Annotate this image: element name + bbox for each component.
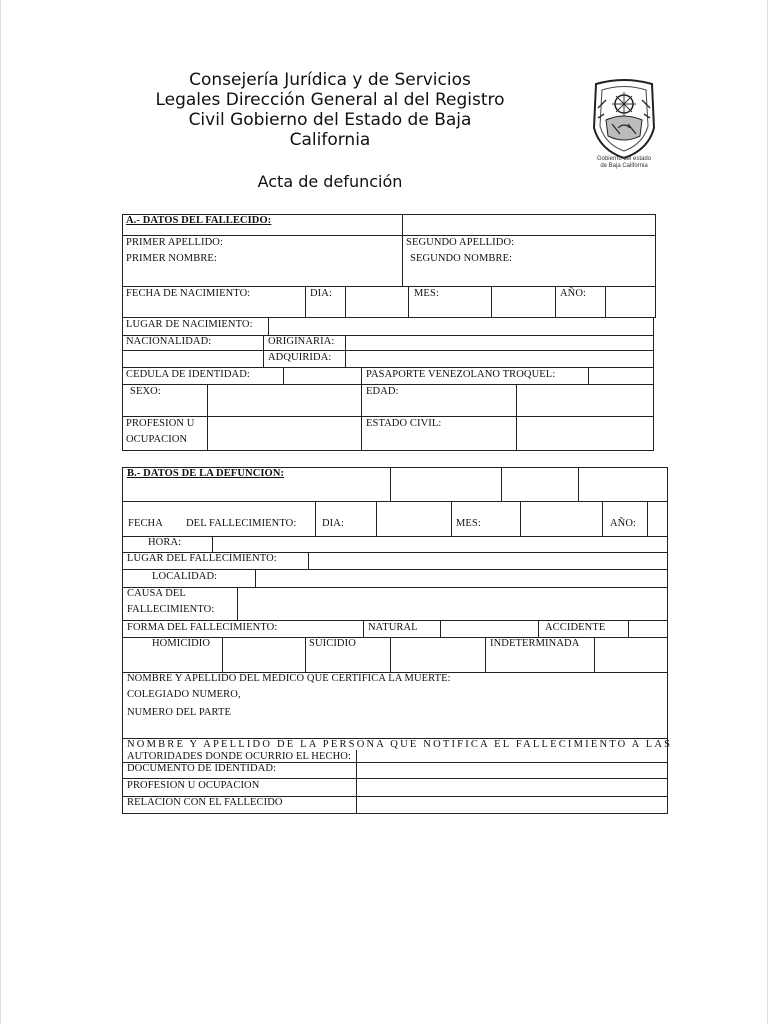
grid-line [363, 620, 364, 637]
estado-civil-label: ESTADO CIVIL: [366, 418, 442, 429]
grid-line [667, 467, 668, 813]
homicidio-label: HOMICIDIO [152, 638, 211, 649]
segundo-nombre-label: SEGUNDO NOMBRE: [410, 253, 513, 264]
notifica-label: NOMBRE Y APELLIDO DE LA PERSONA QUE NOTIFICA EL FALLECIMIENTO A LAS [127, 739, 673, 750]
section-a-title: A.- DATOS DEL FALLECIDO: [126, 215, 272, 226]
grid-line [283, 367, 284, 384]
grid-line [122, 587, 668, 588]
grid-line [402, 214, 403, 286]
edad-label: EDAD: [366, 386, 399, 397]
medico-label: NOMBRE Y APELLIDO DEL MEDICO QUE CERTIFICA LA MUERTE: [127, 673, 451, 684]
grid-line [345, 335, 346, 367]
accidente-label: ACCIDENTE [545, 622, 606, 633]
grid-line [263, 335, 264, 367]
title-line: Civil Gobierno del Estado de Baja [188, 110, 472, 130]
grid-line [491, 286, 492, 317]
grid-line [122, 569, 668, 570]
title-line: Consejería Jurídica y de Servicios [189, 70, 471, 90]
grid-line [602, 501, 603, 536]
cedula-label: CEDULA DE IDENTIDAD: [126, 369, 250, 380]
grid-line [451, 501, 452, 536]
documento-identidad-label: DOCUMENTO DE IDENTIDAD: [127, 763, 277, 774]
grid-line [485, 637, 486, 672]
grid-line [122, 286, 656, 287]
mes-label: MES: [456, 518, 481, 529]
grid-line [122, 501, 668, 502]
grid-line [122, 235, 656, 236]
grid-line [440, 620, 441, 637]
section-b-title: B.- DATOS DE LA DEFUNCION: [127, 468, 285, 479]
fecha-nacimiento-label: FECHA DE NACIMIENTO: [126, 288, 251, 299]
grid-line [628, 620, 629, 637]
originaria-label: ORIGINARIA: [268, 336, 335, 347]
primer-apellido-label: PRIMER APELLIDO: [126, 237, 223, 248]
grid-line [501, 467, 502, 501]
colegiado-label: COLEGIADO NUMERO, [127, 689, 241, 700]
seal-caption-line: de Baja California [600, 163, 648, 169]
grid-line [390, 467, 391, 501]
hora-label: HORA: [148, 537, 182, 548]
grid-line [122, 450, 654, 451]
grid-line [408, 286, 409, 317]
relacion-label: RELACION CON EL FALLECIDO [127, 797, 283, 808]
title-line: California [289, 130, 371, 150]
grid-line [356, 750, 357, 813]
fecha-label: FECHA [128, 518, 163, 529]
state-seal-icon [588, 78, 660, 160]
grid-line [555, 286, 556, 317]
causa-label: CAUSA DEL [127, 588, 186, 599]
anio-label: AÑO: [610, 518, 637, 529]
natural-label: NATURAL [368, 622, 418, 633]
title-line: Legales Dirección General al del Registro [155, 90, 505, 110]
grid-line [361, 367, 362, 450]
dia-label: DIA: [310, 288, 332, 299]
grid-line [376, 501, 377, 536]
localidad-label: LOCALIDAD: [152, 571, 218, 582]
issuing-authority-title [110, 70, 550, 150]
ocupacion-label: OCUPACION [126, 434, 188, 445]
mes-label: MES: [414, 288, 439, 299]
grid-line [122, 384, 654, 385]
grid-line [237, 587, 238, 620]
grid-line [122, 536, 668, 537]
grid-line [222, 637, 223, 672]
grid-line [653, 317, 654, 450]
seal-caption [588, 156, 660, 170]
suicidio-label: SUICIDIO [309, 638, 356, 649]
pasaporte-label: PASAPORTE VENEZOLANO TROQUEL: [366, 369, 556, 380]
seal-caption-line: Gobierno del estado [596, 156, 652, 162]
dia-label: DIA: [322, 518, 344, 529]
grid-line [122, 620, 668, 621]
grid-line [122, 350, 654, 351]
grid-line [538, 620, 539, 637]
grid-line [122, 467, 123, 813]
grid-line [268, 317, 269, 335]
lugar-nacimiento-label: LUGAR DE NACIMIENTO: [126, 319, 253, 330]
grid-line [308, 552, 309, 569]
indeterminada-label: INDETERMINADA [490, 638, 580, 649]
grid-line [122, 214, 123, 450]
grid-line [315, 501, 316, 536]
profesion-ocupacion-label: PROFESION U OCUPACION [127, 780, 260, 791]
grid-line [212, 536, 213, 552]
grid-line [578, 467, 579, 501]
grid-line [255, 569, 256, 587]
grid-line [516, 384, 517, 450]
del-fallecimiento-label: DEL FALLECIMIENTO: [186, 518, 297, 529]
grid-line [122, 367, 654, 368]
primer-nombre-label: PRIMER NOMBRE: [126, 253, 217, 264]
grid-line [520, 501, 521, 536]
grid-line [122, 778, 668, 779]
profesion-label: PROFESION U [126, 418, 195, 429]
grid-line [345, 286, 346, 317]
anio-label: AÑO: [560, 288, 587, 299]
document-title: Acta de defunción [257, 172, 403, 191]
lugar-fallecimiento-label: LUGAR DEL FALLECIMIENTO: [127, 553, 277, 564]
causa-fallecimiento-label: FALLECIMIENTO: [127, 604, 215, 615]
grid-line [647, 501, 648, 536]
grid-line [207, 384, 208, 450]
nacionalidad-label: NACIONALIDAD: [126, 336, 212, 347]
adquirida-label: ADQUIRIDA: [268, 352, 332, 363]
grid-line [122, 416, 654, 417]
autoridades-label: AUTORIDADES DONDE OCURRIO EL HECHO: [127, 751, 351, 762]
grid-line [305, 637, 306, 672]
grid-line [594, 637, 595, 672]
numero-parte-label: NUMERO DEL PARTE [127, 707, 232, 718]
forma-fallecimiento-label: FORMA DEL FALLECIMIENTO: [127, 622, 278, 633]
sexo-label: SEXO: [130, 386, 161, 397]
grid-line [588, 367, 589, 384]
grid-line [655, 214, 656, 318]
grid-line [305, 286, 306, 317]
grid-line [390, 637, 391, 672]
grid-line [122, 317, 656, 318]
segundo-apellido-label: SEGUNDO APELLIDO: [406, 237, 515, 248]
grid-line [605, 286, 606, 317]
grid-line [122, 813, 668, 814]
